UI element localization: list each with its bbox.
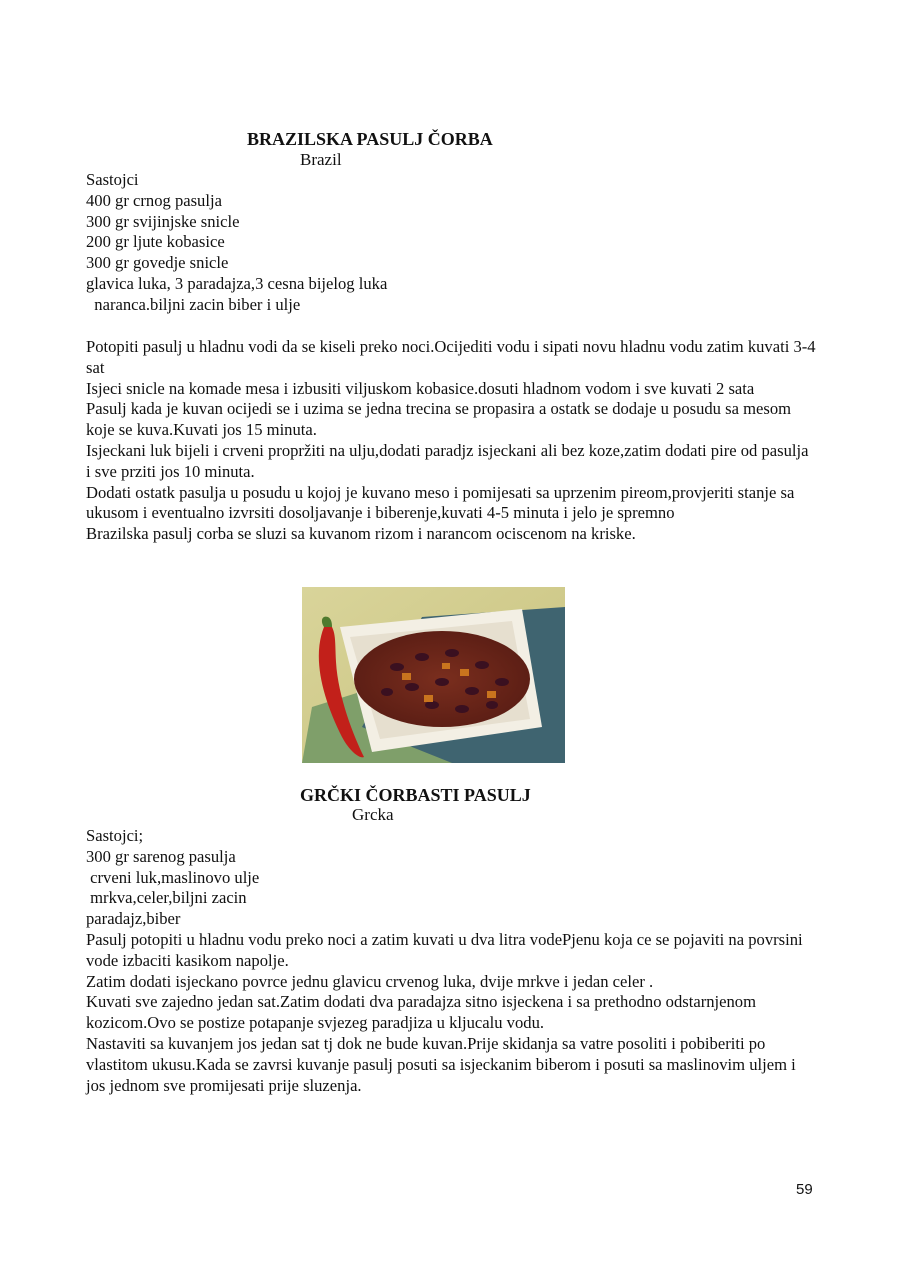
recipe1-instructions (86, 337, 816, 545)
ingredients-heading: Sastojci (86, 170, 139, 189)
recipe1-title: BRAZILSKA PASULJ ČORBA (247, 129, 493, 149)
instruction-paragraph: Zatim dodati isjeckano povrce jednu glavicu crvenog luka, dvije mrkve i jedan celer . (86, 971, 654, 991)
recipe2-origin: Grcka (352, 805, 394, 824)
recipe1-ingredients (86, 170, 816, 316)
ingredient-line: naranca.biljni zacin biber i ulje (86, 294, 301, 314)
ingredient-line: 300 gr govedje snicle (86, 253, 229, 273)
recipe2-instructions (86, 930, 816, 1096)
ingredients-heading: Sastojci; (86, 826, 144, 845)
instruction-paragraph: Dodati ostatk pasulja u posudu u kojoj je kuvano meso i pomijesati sa uprzenim pireom,provjeriti stanje sa ukusom i eventualno izvrsiti dosoljavanje i biberenje,kuvati 4-5 minuta i jelo je spremno (86, 482, 795, 523)
ingredient-line: 400 gr crnog pasulja (86, 190, 222, 210)
instruction-paragraph: Nastaviti sa kuvanjem jos jedan sat tj dok ne bude kuvan.Prije skidanja sa vatre posoliti i pobiberiti po vlastitom ukusu.Kada se zavrsi kuvanje pasulj posuti sa isjeckanim biberom i posuti sa maslinovim uljem i jos jednom sve promijesati prije sluzenja. (86, 1033, 796, 1095)
instruction-paragraph: Pasulj potopiti u hladnu vodu preko noci a zatim kuvati u dva litra vodePjenu koja ce se pojaviti na povrsini vode izbaciti kasikom napolje. (86, 930, 803, 970)
instruction-paragraph: Isjeckani luk bijeli i crveni propržiti na ulju,dodati paradjz isjeckani ali bez koze,zatim dodati pire od pasulja i sve prziti jos 10 minuta. (86, 440, 809, 481)
recipe2-ingredients (86, 826, 816, 930)
recipe1-origin: Brazil (300, 150, 342, 169)
page-number: 59 (796, 1181, 813, 1198)
instruction-paragraph: Pasulj kada je kuvan ocijedi se i uzima se jedna trecina se propasira a ostatk se dodaje u posudu sa mesom koje se kuva.Kuvati jos 15 minuta. (86, 399, 792, 440)
ingredient-line: 300 gr svijinjske snicle (86, 211, 240, 231)
instruction-paragraph: Isjeci snicle na komade mesa i izbusiti viljuskom kobasice.dosuti hladnom vodom i sve kuvati 2 sata (86, 378, 755, 398)
instruction-paragraph: Brazilska pasulj corba se sluzi sa kuvanom rizom i narancom ociscenom na kriske. (86, 524, 636, 544)
ingredient-line: mrkva,celer,biljni zacin (86, 888, 247, 908)
instruction-paragraph: Kuvati sve zajedno jedan sat.Zatim dodati dva paradajza sitno isjeckena i sa prethodno odstarnjenom kozicom.Ovo se postize potapanje svjezeg paradjiza u kljucalu vodu. (86, 992, 756, 1033)
ingredient-line: glavica luka, 3 paradajza,3 cesna bijelog luka (86, 273, 388, 293)
recipe2-title: GRČKI ČORBASTI PASULJ (300, 785, 531, 805)
bean-stew-photo (302, 587, 565, 763)
ingredient-line: 200 gr ljute kobasice (86, 232, 225, 252)
ingredient-line: paradajz,biber (86, 909, 181, 929)
instruction-paragraph: Potopiti pasulj u hladnu vodi da se kiseli preko noci.Ocijediti vodu i sipati novu hladnu vodu zatim kuvati 3-4 sat (86, 337, 816, 377)
ingredient-line: crveni luk,maslinovo ulje (86, 867, 260, 887)
ingredient-line: 300 gr sarenog pasulja (86, 846, 236, 866)
